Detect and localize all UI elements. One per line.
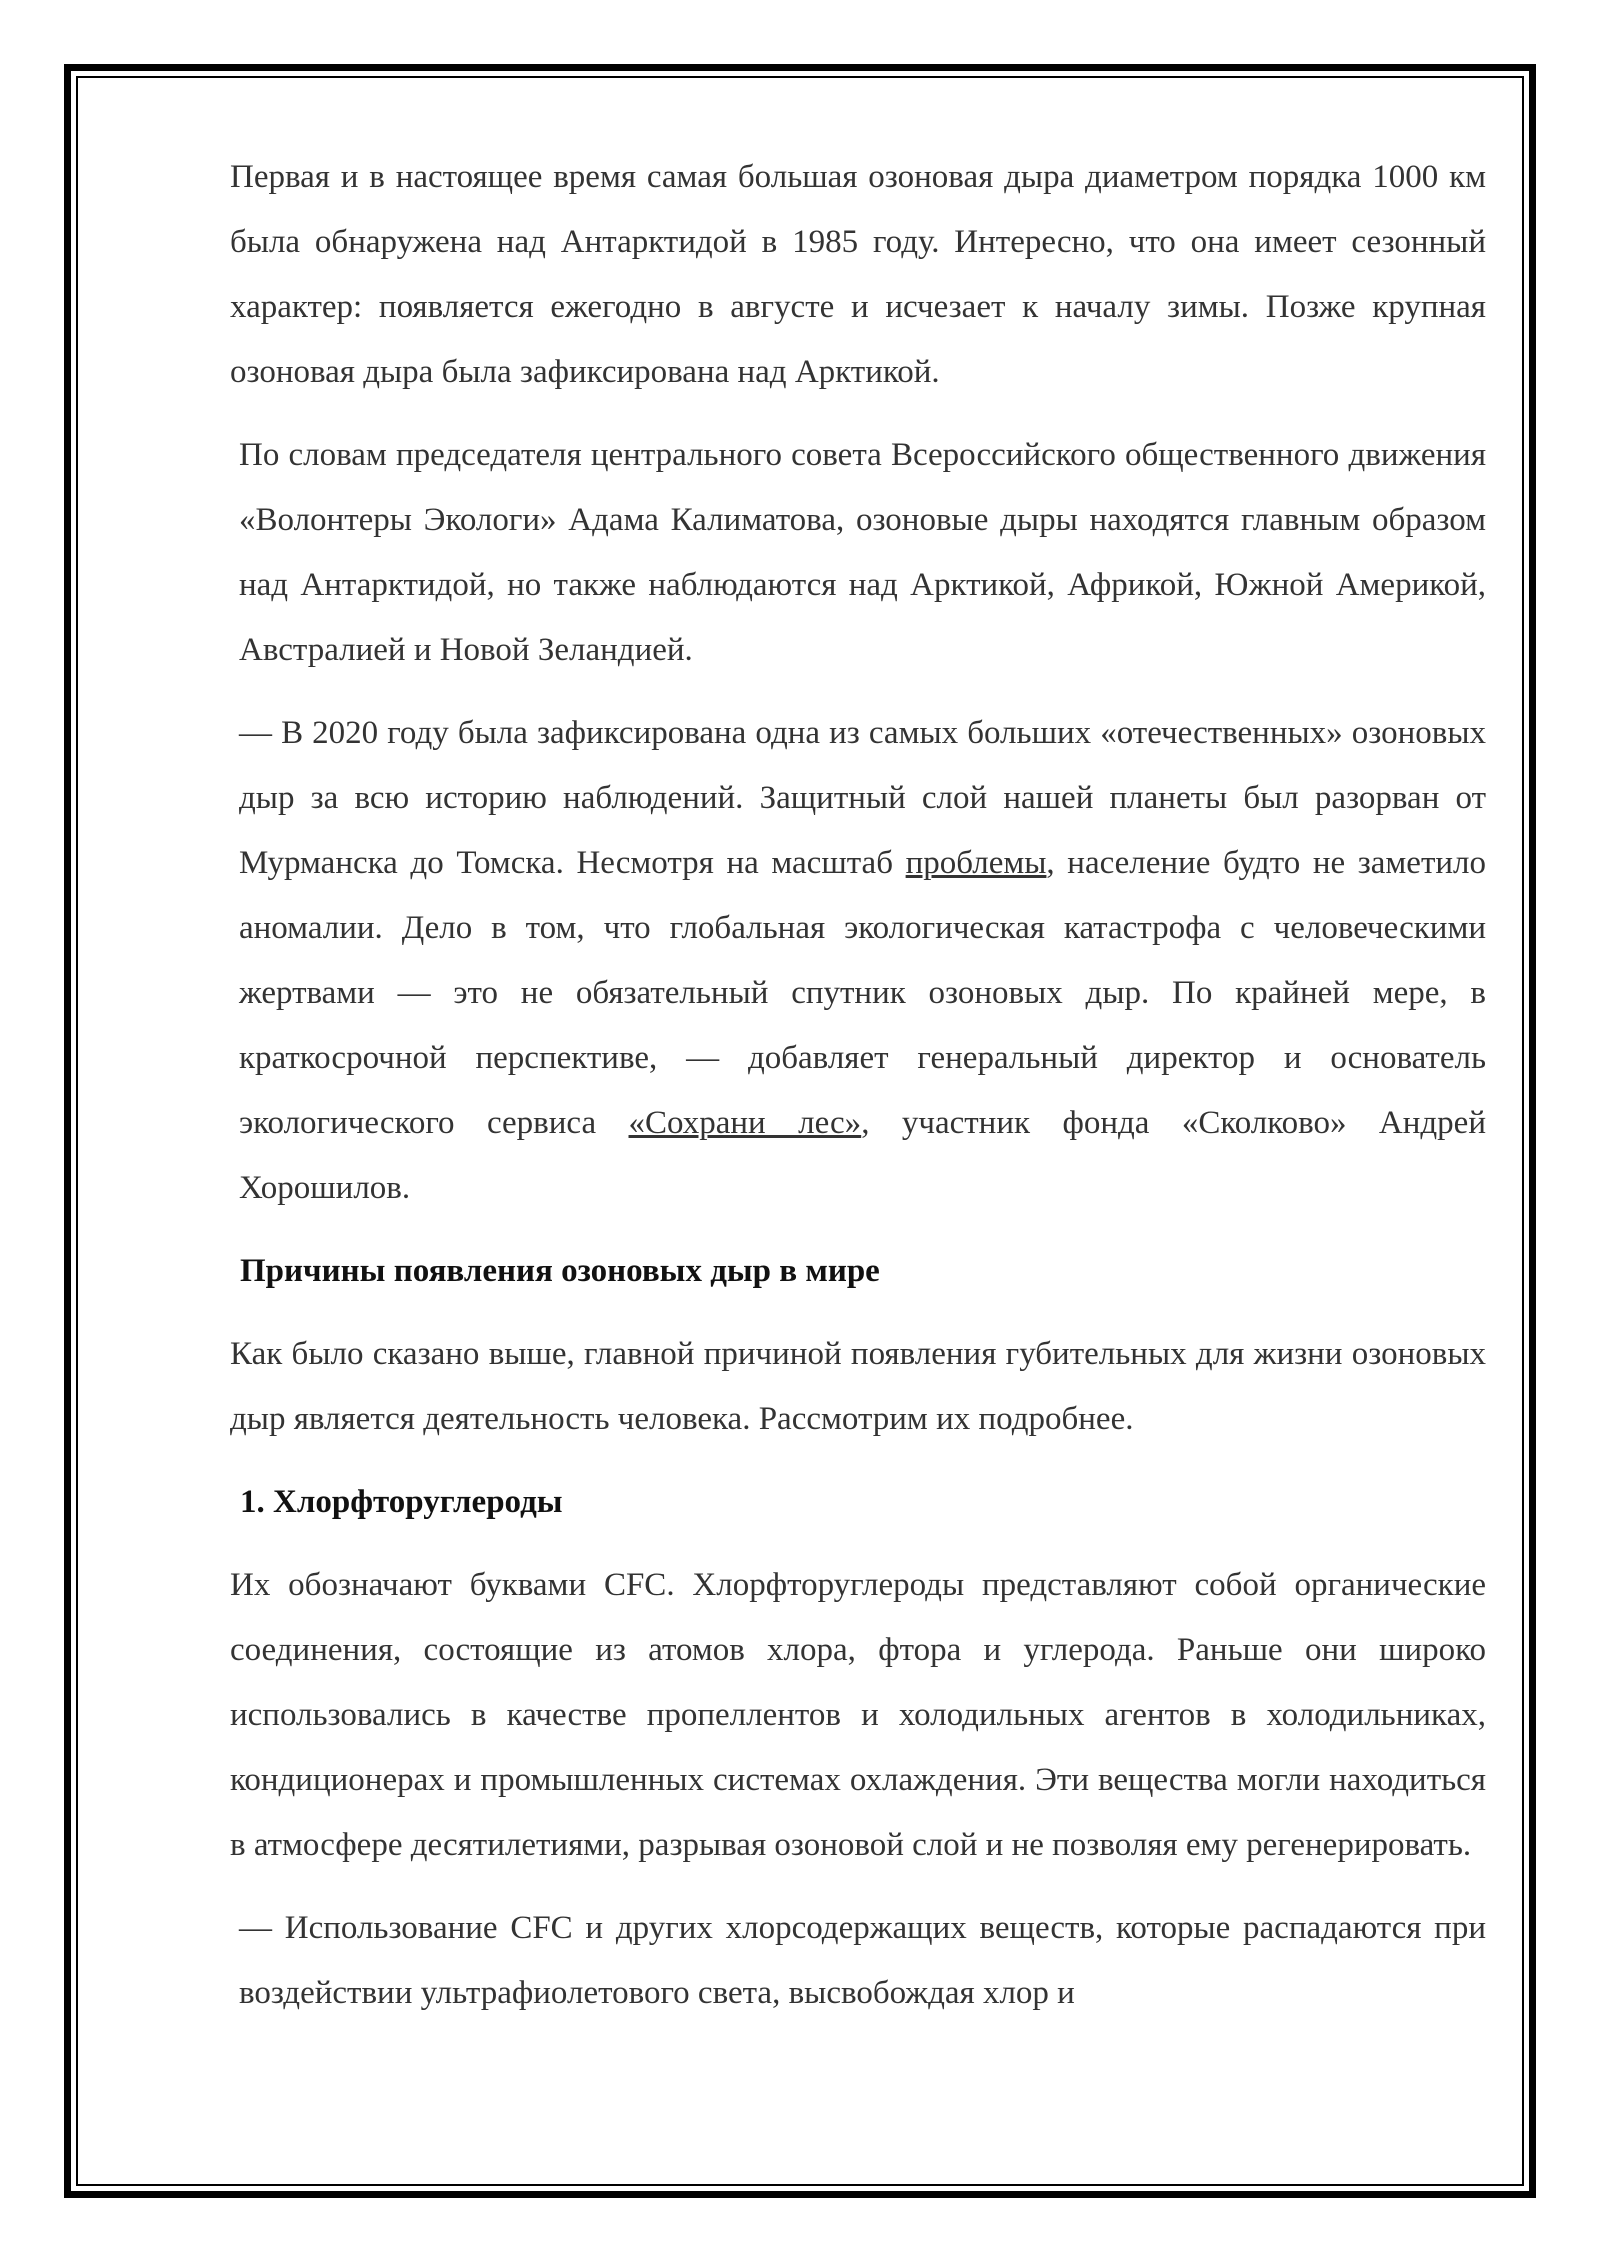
paragraph-ozone-hole-first: Первая и в настоящее время самая большая озоновая дыра диаметром порядка 1000 км была обнаружена над Антарктидой в 1985 году. Интересно, что она имеет сезонный характер: появляется ежегодно в августе и исчезает к началу зимы. Позже крупная озоновая дыра была зафиксирована над Арктикой.	[230, 159, 1486, 390]
paragraph-text-segment: , участник фонда «Сколково» Андрей Хорошилов.	[239, 1105, 1486, 1206]
paragraph-causes-intro: Как было сказано выше, главной причиной появления губительных для жизни озоновых дыр является деятельность человека. Рассмотрим их подробнее.	[230, 1336, 1486, 1437]
section-heading-cfc: 1. Хлорфторуглероды	[240, 1484, 563, 1520]
section-heading-causes: Причины появления озоновых дыр в мире	[240, 1253, 880, 1289]
paragraph-cfc-usage: — Использование CFC и других хлорсодержащих веществ, которые распадаются при воздействии ультрафиолетового света, высвобождая хлор и	[239, 1910, 1486, 2011]
link-sokhrani-les[interactable]: «Сохрани лес»	[628, 1105, 862, 1141]
paragraph-text-segment: , население будто не заметило аномалии. Дело в том, что глобальная экологическая катастрофа с человеческими жертвами — это не обязательный спутник озоновых дыр. По крайней мере, в краткосрочной перспективе, — добавляет генеральный директор и основатель экологического сервиса	[239, 845, 1486, 1141]
paragraph-cfc-description: Их обозначают буквами CFC. Хлорфторуглероды представляют собой органические соединения, состоящие из атомов хлора, фтора и углерода. Раньше они широко использовались в качестве пропеллентов и холодильных агентов в холодильниках, кондиционерах и промышленных системах охлаждения. Эти вещества могли находиться в атмосфере десятилетиями, разрывая озоновой слой и не позволяя ему регенерировать.	[230, 1567, 1486, 1863]
paragraph-text-segment: — В 2020 году была зафиксирована одна из самых больших «отечественных» озоновых дыр за всю историю наблюдений. Защитный слой нашей планеты был разорван от Мурманска до Томска. Несмотря на масштаб	[239, 715, 1486, 881]
link-problems[interactable]: проблемы	[905, 845, 1047, 881]
document-body	[230, 145, 1486, 2044]
paragraph-khoroshilov-quote	[230, 701, 1486, 1221]
paragraph-kalimatov-quote: По словам председателя центрального совета Всероссийского общественного движения «Волонтеры Экологи» Адама Калиматова, озоновые дыры находятся главным образом над Антарктидой, но также наблюдаются над Арктикой, Африкой, Южной Америкой, Австралией и Новой Зеландией.	[239, 437, 1486, 668]
